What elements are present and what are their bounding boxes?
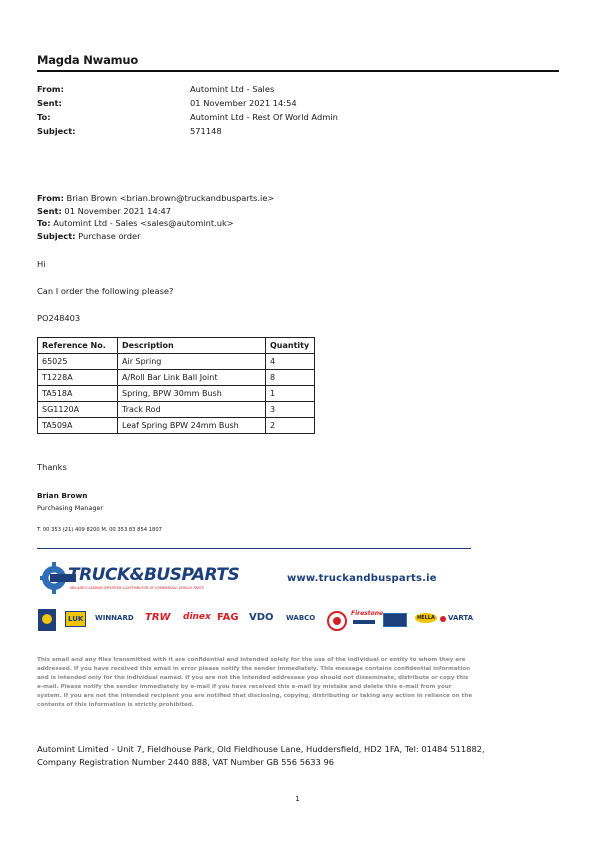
brand-winnard: WINNARD [95,614,134,622]
cell-reference: TA509A [38,418,118,434]
signature-name: Brian Brown [37,491,88,500]
table-row [38,386,315,402]
table-header-row [38,338,315,354]
fwd-to [37,217,274,230]
meta-label: Subject: [37,126,76,136]
order-table [37,337,315,434]
request-text: Can I order the following please? [37,286,174,296]
fwd-subject [37,230,274,243]
fwd-sent [37,205,274,218]
website-link[interactable]: www.truckandbusparts.ie [287,573,437,584]
round-badge-icon [327,610,347,632]
meta-from [37,84,537,98]
page-number: 1 [295,795,300,803]
meta-subject [37,126,537,140]
fwd-label: To: [37,218,51,229]
header-divider [37,70,559,72]
column-header: Description [118,338,266,354]
cell-description: Spring, BPW 30mm Bush [118,386,266,402]
signature-title: Purchasing Manager [37,504,104,512]
brand-hella: HELLA [417,615,435,621]
meta-value: 01 November 2021 14:54 [190,98,297,108]
confidentiality-disclaimer: This email and any files transmitted with it are confidential and intended solely for the use of the individual or entity to whom they are addressed. If you have received this email in error please notify the sender immediately. This message contains confidential information and is intended only for the individual named. If you are not the intended addressee you should not disseminate, distribute or copy this e-mail. Please notify the sender immediately by e-mail if you have received this e-mail by mistake and delete this e-mail from your system. If you are not the intended recipient you are notified that disclosing, copying, distributing or taking any action in reliance on the contents of this information is strictly prohibited. [37,657,473,708]
logo-wordmark: TRUCK&BUSPARTS [68,565,240,585]
signature-phone: T. 00 353 (21) 409 8200 M. 00 353 83 854 1807 [37,527,162,533]
brand-varta: VARTA [448,614,474,622]
cell-reference: 65025 [38,354,118,370]
fwd-from [37,192,274,205]
brand-firestone-bar [353,620,375,624]
logo-tagline: IRELAND'S LEADING IMPORTER & DISTRIBUTOR OF COMMERCIAL VEHICLE PARTS [70,586,204,590]
cell-quantity: 2 [266,418,315,434]
cell-quantity: 4 [266,354,315,370]
cell-quantity: 8 [266,370,315,386]
meta-to [37,112,537,126]
meta-value: 571148 [190,126,222,136]
meta-sent [37,98,537,112]
table-row [38,354,315,370]
fwd-label: From: [37,193,64,203]
varta-dot-icon [440,616,446,622]
brand-vdo: VDO [249,612,274,623]
cell-reference: SG1120A [38,402,118,418]
brand-fag: FAG [217,612,239,623]
fwd-value: Purchase order [75,231,141,242]
cell-quantity: 3 [266,402,315,418]
meta-label: Sent: [37,98,62,108]
table-row [38,402,315,418]
brand-trw: TRW [145,612,171,623]
cell-description: Air Spring [118,354,266,370]
fwd-from-email[interactable]: Brian Brown <brian.brown@truckandbusparts.ie> [63,193,275,203]
greeting: Hi [37,259,46,269]
brand-firestone: Firestone [351,610,384,617]
footer-address: Automint Limited - Unit 7, Fieldhouse Park, Old Fieldhouse Lane, Huddersfield, HD2 1FA, Tel: 01484 511882, [37,744,485,754]
brand-luk: LUK [65,611,86,627]
email-meta [37,84,537,140]
fwd-label: Sent: [37,205,62,216]
cell-reference: TA518A [38,386,118,402]
cell-description: A/Roll Bar Link Ball Joint [118,370,266,386]
company-logo [40,562,240,600]
column-header: Quantity [266,338,315,354]
thanks-text: Thanks [37,462,67,472]
company-footer [37,743,557,769]
cell-quantity: 1 [266,386,315,402]
forwarded-header [37,192,274,243]
shield-logo-icon [37,608,57,632]
cell-description: Track Rod [118,402,266,418]
fwd-to-email[interactable]: Automint Ltd - Sales <sales@automint.uk> [50,218,234,229]
brand-logos-strip [37,606,473,636]
meta-label: From: [37,84,64,94]
cell-reference: T1228A [38,370,118,386]
signature-divider [37,548,471,549]
meta-label: To: [37,112,51,122]
cell-description: Leaf Spring BPW 24mm Bush [118,418,266,434]
fwd-value: 01 November 2021 14:47 [61,205,172,216]
table-row [38,418,315,434]
meta-value: Automint Ltd - Rest Of World Admin [190,112,338,122]
brand-badge [383,613,407,627]
footer-registration: Company Registration Number 2440 888, VAT Number GB 556 5633 96 [37,757,334,767]
meta-value: Automint Ltd - Sales [190,84,275,94]
table-row [38,370,315,386]
brand-wabco: WABCO [286,614,316,622]
recipient-name: Magda Nwamuo [37,53,139,67]
column-header: Reference No. [38,338,118,354]
po-number: PO248403 [37,313,81,323]
fwd-label: Subject: [37,231,76,242]
brand-dinex: dinex [183,612,211,622]
